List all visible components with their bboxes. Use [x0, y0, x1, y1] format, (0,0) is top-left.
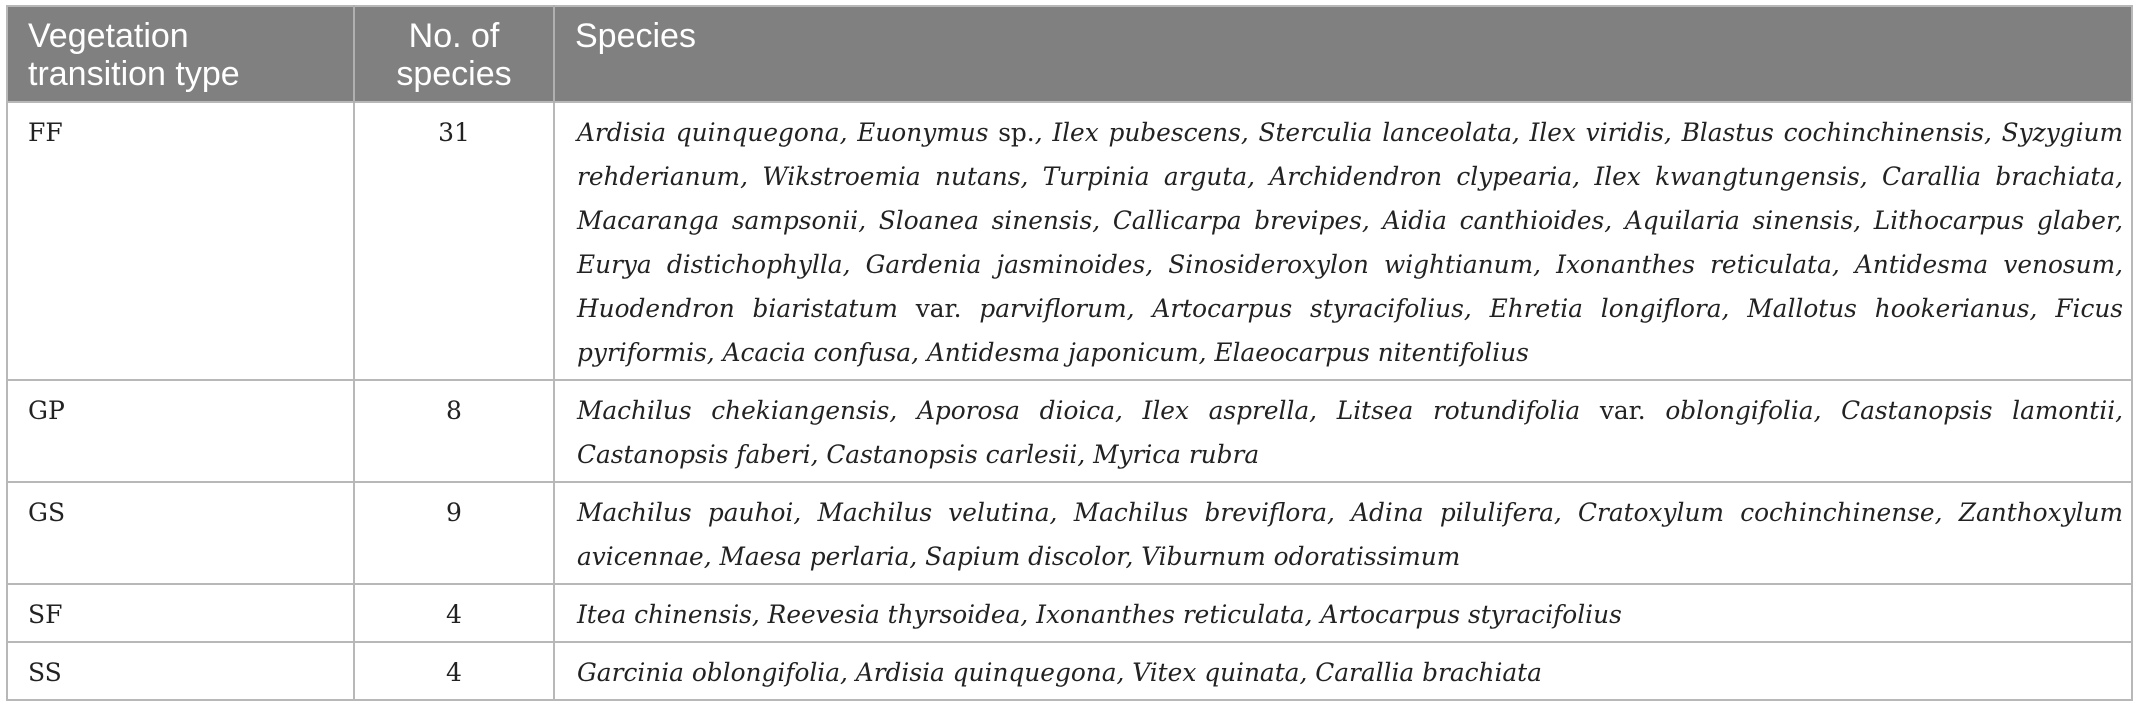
species-name: ,: [1533, 250, 1557, 279]
species-name: Myrica rubra: [1093, 440, 1260, 469]
species-name: Aporosa dioica: [916, 396, 1115, 425]
species-name: ,: [1663, 118, 1682, 147]
species-name: Vitex quinata: [1132, 658, 1300, 687]
species-name: Elaeocarpus nitentifolius: [1214, 338, 1529, 367]
species-name: ,: [1145, 250, 1169, 279]
species-name: ,: [1114, 396, 1143, 425]
species-name: Ilex kwangtungensis: [1594, 162, 1860, 191]
species-name: ,: [1077, 440, 1094, 469]
table-row: [7, 102, 2132, 380]
species-count-cell: 8: [354, 380, 554, 482]
species-name: Callicarpa brevipes: [1112, 206, 1362, 235]
species-count-cell: 9: [354, 482, 554, 584]
table-row: [7, 482, 2132, 584]
table-row: [7, 584, 2132, 642]
species-name: ,: [793, 498, 818, 527]
species-name: Gardenia jasminoides: [865, 250, 1146, 279]
species-name: Viburnum odoratissimum: [1141, 542, 1461, 571]
species-name: Maesa perlaria: [719, 542, 910, 571]
species-name: ,: [703, 542, 720, 571]
table-row: [7, 642, 2132, 700]
species-name: ,: [1020, 162, 1043, 191]
species-name: ,: [1126, 294, 1153, 323]
species-name: ,: [2029, 294, 2056, 323]
species-name: ,: [1604, 206, 1625, 235]
species-name: ,: [1511, 118, 1530, 147]
species-name: Sinosideroxylon wightianum: [1168, 250, 1534, 279]
species-name: Archidendron clypearia: [1269, 162, 1573, 191]
species-list-cell: [554, 102, 2132, 380]
species-name: Turpinia arguta: [1042, 162, 1248, 191]
species-name: Ardisia quinquegona: [577, 118, 840, 147]
species-name: ,: [1304, 600, 1321, 629]
species-name: ,: [1859, 162, 1883, 191]
species-name: Huodendron biaristatum: [577, 294, 898, 323]
header-species: Species: [554, 6, 2132, 102]
species-name: Syzygium rehderianum: [577, 118, 2124, 191]
header-row: [7, 6, 2132, 102]
species-name: ,: [1721, 294, 1748, 323]
species-qualifier: var.: [897, 294, 980, 323]
species-name: Acacia confusa: [722, 338, 912, 367]
species-name: ,: [1326, 498, 1352, 527]
vegetation-type-cell: SF: [7, 584, 354, 642]
species-name: Garcinia oblongifolia: [577, 658, 841, 687]
species-name: parviflorum: [979, 294, 1127, 323]
species-name: ,: [706, 338, 723, 367]
species-name: ,: [740, 162, 763, 191]
species-name: ,: [1092, 206, 1113, 235]
species-name: Euonymus: [857, 118, 989, 147]
species-name: Artocarpus styracifolius: [1320, 600, 1622, 629]
species-name: ,: [1831, 250, 1855, 279]
species-name: ,: [911, 338, 927, 367]
species-name: Antidesma japonicum: [926, 338, 1199, 367]
species-name: Machilus pauhoi: [577, 498, 794, 527]
species-name: ,: [1020, 600, 1037, 629]
species-name: ,: [909, 542, 926, 571]
species-name: ,: [2115, 250, 2124, 279]
species-name: Ilex pubescens: [1052, 118, 1241, 147]
species-name: ,: [1240, 118, 1259, 147]
species-name: ,: [2115, 396, 2124, 425]
species-name: Macaranga sampsonii: [577, 206, 859, 235]
species-name: Zanthoxylum avicennae: [577, 498, 2124, 571]
species-list-cell: [554, 482, 2132, 584]
species-table: [6, 5, 2133, 701]
species-name: Sapium discolor: [925, 542, 1126, 571]
species-name: ,: [1309, 396, 1337, 425]
species-name: ,: [2115, 162, 2124, 191]
species-name: ,: [1984, 118, 2002, 147]
species-name: ,: [1049, 498, 1074, 527]
table-row: [7, 380, 2132, 482]
species-name: ,: [1572, 162, 1595, 191]
species-list-cell: [554, 380, 2132, 482]
species-name: Sterculia lanceolata: [1258, 118, 1512, 147]
species-name: ,: [842, 250, 866, 279]
species-name: ,: [1934, 498, 1959, 527]
species-name: Castanopsis lamontii: [1841, 396, 2116, 425]
species-name: ,: [751, 600, 768, 629]
species-name: Machilus velutina: [817, 498, 1050, 527]
species-name: Wikstroemia nutans: [762, 162, 1021, 191]
species-name: Ardisia quinquegona: [855, 658, 1117, 687]
species-name: Itea chinensis: [577, 600, 752, 629]
vegetation-type-cell: GP: [7, 380, 354, 482]
species-count-cell: 4: [354, 584, 554, 642]
header-species-count: No. of species: [354, 6, 554, 102]
species-qualifier: var.: [1580, 396, 1666, 425]
species-name: Castanopsis faberi: [577, 440, 811, 469]
species-name: ,: [1553, 498, 1579, 527]
species-name: ,: [1116, 658, 1133, 687]
species-name: ,: [1247, 162, 1270, 191]
species-name: Cratoxylum cochinchinense: [1578, 498, 1935, 527]
species-name: ,: [858, 206, 879, 235]
species-name: Lithocarpus glaber: [1873, 206, 2116, 235]
species-name: Artocarpus styracifolius: [1152, 294, 1464, 323]
species-name: Castanopsis carlesii: [826, 440, 1078, 469]
species-name: Ixonanthes reticulata: [1556, 250, 1832, 279]
header-vegetation-type: Vegetation transition type: [7, 6, 354, 102]
species-name: Ficus pyriformis: [577, 294, 2124, 367]
species-name: Eurya distichophylla: [577, 250, 843, 279]
species-name: oblongifolia: [1665, 396, 1814, 425]
species-name: ,: [1299, 658, 1316, 687]
species-name: Antidesma venosum: [1854, 250, 2116, 279]
species-name: Machilus chekiangensis: [577, 396, 890, 425]
species-name: ,: [839, 118, 858, 147]
species-name: Adina pilulifera: [1351, 498, 1554, 527]
species-name: Litsea rotundifolia: [1336, 396, 1581, 425]
species-name: ,: [1198, 338, 1215, 367]
species-name: Ehretia longiflora: [1489, 294, 1722, 323]
species-name: Ilex viridis: [1529, 118, 1664, 147]
species-name: Carallia brachiata: [1882, 162, 2116, 191]
species-list-cell: [554, 584, 2132, 642]
species-name: Blastus cochinchinensis: [1681, 118, 1985, 147]
species-name: ,: [1813, 396, 1842, 425]
species-name: ,: [840, 658, 856, 687]
species-qualifier: sp.: [988, 118, 1035, 147]
species-name: Aquilaria sinensis: [1624, 206, 1854, 235]
species-name: ,: [1034, 118, 1053, 147]
vegetation-type-cell: FF: [7, 102, 354, 380]
vegetation-type-cell: SS: [7, 642, 354, 700]
species-name: Sloanea sinensis: [878, 206, 1093, 235]
species-name: ,: [889, 396, 917, 425]
species-name: Machilus breviflora: [1073, 498, 1327, 527]
species-count-cell: 31: [354, 102, 554, 380]
species-name: ,: [1361, 206, 1383, 235]
species-name: ,: [1125, 542, 1142, 571]
species-name: ,: [1853, 206, 1874, 235]
species-name: Carallia brachiata: [1315, 658, 1542, 687]
vegetation-type-cell: GS: [7, 482, 354, 584]
species-name: ,: [1463, 294, 1490, 323]
species-list-cell: [554, 642, 2132, 700]
species-name: Mallotus hookerianus: [1747, 294, 2030, 323]
species-name: Ixonanthes reticulata: [1036, 600, 1305, 629]
species-name: Aidia canthioides: [1382, 206, 1605, 235]
species-count-cell: 4: [354, 642, 554, 700]
species-name: ,: [2115, 206, 2123, 235]
species-name: ,: [810, 440, 827, 469]
species-name: Ilex asprella: [1142, 396, 1310, 425]
species-name: Reevesia thyrsoidea: [767, 600, 1021, 629]
